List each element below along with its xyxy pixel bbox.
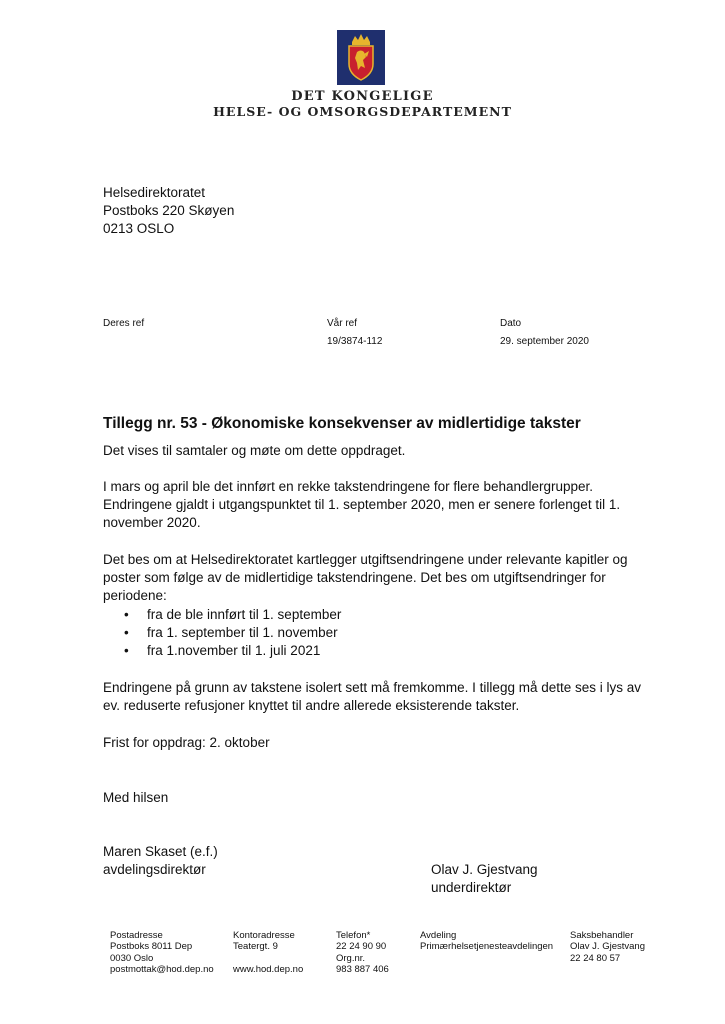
recipient-line: Helsedirektoratet [103, 185, 206, 200]
paragraph-text: Det vises til samtaler og møte om dette oppdraget. [103, 443, 406, 458]
body-paragraph-2 [103, 478, 643, 533]
deadline-text: Frist for oppdrag: 2. oktober [103, 735, 270, 750]
signer-name: Maren Skaset (e.f.) [103, 844, 218, 859]
footer-avdeling [420, 930, 553, 953]
footer-telefon [336, 930, 389, 976]
footer-line: Org.nr. [336, 952, 366, 964]
dato-value: 29. september 2020 [500, 336, 589, 347]
list-item: • fra 1.november til 1. juli 2021 [103, 642, 643, 660]
recipient-line: Postboks 220 Skøyen [103, 203, 235, 218]
footer-line [233, 953, 303, 964]
footer-email-link[interactable]: postmottak@hod.dep.no [110, 964, 214, 976]
footer-heading: Avdeling [420, 930, 457, 941]
recipient-address [103, 184, 234, 238]
footer-heading: Kontoradresse [233, 930, 295, 941]
footer-heading: Saksbehandler [570, 930, 634, 941]
footer-line: Olav J. Gjestvang [570, 941, 645, 953]
list-item: • fra 1. september til 1. november [103, 624, 643, 642]
closing-text: Med hilsen [103, 790, 169, 805]
var-ref-label: Vår ref [327, 318, 358, 329]
var-ref-value: 19/3874-112 [327, 336, 383, 347]
paragraph-text: I mars og april ble det innført en rekke takstendringene for flere behandlergrupper. Endringene gjaldt i utgangspunktet til 1. september 2020, men er senere forlenget til 1. november 2020. [103, 479, 621, 531]
department-name-line2: HELSE- OG OMSORGSDEPARTEMENT [213, 104, 512, 119]
footer-line: 0030 Oslo [110, 952, 154, 964]
body-paragraph-4 [103, 679, 643, 715]
body-paragraph-1 [103, 442, 643, 460]
coat-of-arms-logo [337, 30, 385, 85]
footer-line: Primærhelsetjenesteavdelingen [420, 941, 554, 953]
footer-line: Teatergt. 9 [233, 941, 278, 953]
dato-label: Dato [500, 318, 522, 329]
footer-heading: Telefon* [336, 930, 371, 941]
signer-title: avdelingsdirektør [103, 862, 206, 878]
period-list [103, 606, 643, 661]
department-name-line1: DET KONGELIGE [291, 89, 434, 104]
list-item: • fra de ble innført til 1. september [103, 606, 643, 624]
signature-right [431, 861, 538, 897]
footer-saksbehandler [570, 930, 645, 964]
footer-website-link[interactable]: www.hod.dep.no [233, 964, 304, 976]
paragraph-text: Det bes om at Helsedirektoratet kartlegger utgiftsendringene under relevante kapitler og poster som følge av de midlertidige takstendringene. Det bes om utgiftsendringer for periodene: [103, 552, 628, 604]
signer-name: Olav J. Gjestvang [431, 862, 538, 877]
recipient-line: 0213 OSLO [103, 221, 175, 236]
footer-postadresse [110, 930, 214, 976]
letter-title: Tillegg nr. 53 - Økonomiske konsekvenser av midlertidige takster [103, 415, 581, 432]
footer-line: 22 24 80 57 [570, 952, 621, 964]
footer-kontoradresse [233, 930, 303, 976]
footer-line: 22 24 90 90 [336, 941, 387, 953]
paragraph-text: Endringene på grunn av takstene isolert sett må fremkomme. I tillegg må dette ses i lys av ev. reduserte refusjoner knyttet til andre allerede eksisterende takster. [103, 680, 642, 714]
signature-left [103, 843, 218, 879]
deres-ref-label: Deres ref [103, 318, 145, 329]
footer-line: 983 887 406 [336, 964, 389, 976]
body-paragraph-3 [103, 551, 643, 660]
footer-line: Postboks 8011 Dep [110, 941, 193, 953]
footer-heading: Postadresse [110, 930, 163, 941]
signer-title: underdirektør [431, 880, 512, 896]
